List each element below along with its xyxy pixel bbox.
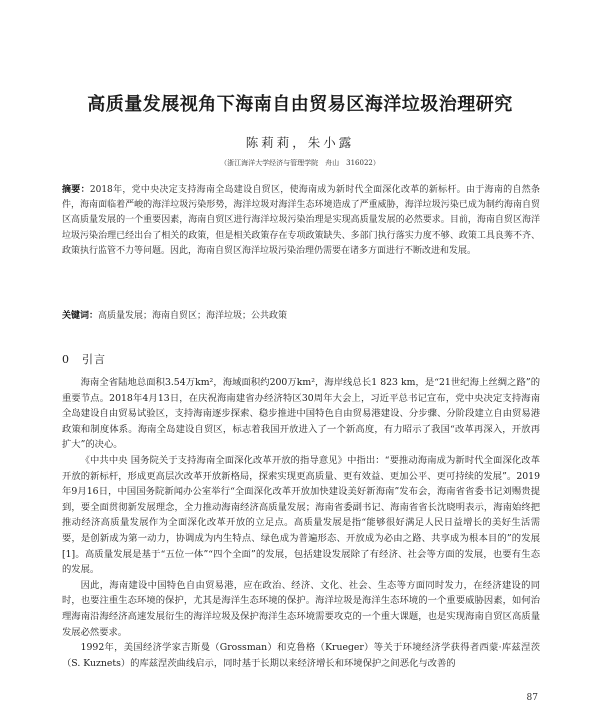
keywords	[62, 309, 540, 323]
page-number: 87	[526, 693, 538, 703]
keywords-label: 关键词：	[62, 311, 99, 321]
section-heading-introduction: 0 引言	[62, 353, 106, 366]
abstract-label: 摘要：	[62, 185, 90, 195]
body-paragraph: 海南全省陆地总面积3.54万km²，海域面积约200万km²，海岸线总长1 823 km，是“21世纪海上丝绸之路”的重要节点。2018年4月13日，在庆祝海南建省办经济特区30周年大会上，习近平总书记宣布，党中央决定支持海南全岛建设自由贸易试验区，支持海南逐步探索、稳步推进中国特色自由贸易港建设、分步骤、分阶段建立自由贸易港政策和制度体系。海南全岛建设自贸区，标志着我国开放进入了一个新高度，有力昭示了我国“改革再深入，开放再扩大”的决心。	[62, 377, 540, 451]
abstract-text: 2018年，党中央决定支持海南全岛建设自贸区，使海南成为新时代全面深化改革的新标杆。由于海南的自然条件，海南面临着严峻的海洋垃圾污染形势，海洋垃圾对海洋生态环境造成了严重威胁，海洋垃圾污染已成为制约海南自贸区高质量发展的一个重要因素，海南自贸区进行海洋垃圾污染治理是实现高质量发展的必然要求。目前，海南自贸区海洋垃圾污染治理已经出台了相关的政策，但是相关政策存在专项政策缺失、多部门执行落实力度不够、政策工具良莠不齐、政策执行监管不力等问题。因此，海南自贸区海洋垃圾污染治理仍需要在诸多方面进行不断改进和发展。	[62, 185, 540, 256]
paper-authors: 陈莉莉，朱小露	[245, 135, 355, 150]
paper-title: 高质量发展视角下海南自由贸易区海洋垃圾治理研究	[87, 94, 513, 115]
body-paragraph: 《中共中央 国务院关于支持海南全面深化改革开放的指导意见》中指出：“要推动海南成为新时代全面深化改革开放的新标杆，形成更高层次改革开放新格局，探索实现更高质量、更有效益、更加公平、更可持续的发展”。2019年9月16日，中国国务院新闻办公室举行“全面深化改革开放加快建设美好新海南”发布会，海南省省委书记刘赐贵提到，要全面贯彻新发展理念，全力推动海南经济高质量发展；海南省委副书记、海南省省长沈晓明表示，海南始终把推动经济高质量发展作为全面深化改革开放的立足点。高质量发展是指“能够很好满足人民日益增长的美好生活需要，是创新成为第一动力，协调成为内生特点、绿色成为普遍形态、开放成为必由之路、共享成为根本目的”的发展[1]。高质量发展是基于“五位一体”“四个全面”的发展，包括建设发展除了有经济、社会等方面的发展，也要有生态的发展。	[62, 454, 540, 576]
abstract	[62, 183, 540, 295]
author-affiliation: （浙江海洋大学经济与管理学院 舟山 316022）	[220, 159, 380, 167]
keywords-text: 高质量发展；海南自贸区；海洋垃圾；公共政策	[98, 311, 288, 321]
body-paragraph: 因此，海南建设中国特色自由贸易港，应在政治、经济、文化、社会、生态等方面同时发力，在经济建设的同时，也要注重生态环境的保护，尤其是海洋生态环境的保护。海洋垃圾是海洋生态环境的一个重要威胁因素，如何治理海南沿海经济高速发展衍生的海洋垃圾及保护海洋生态环境需要攻克的一个重大课题，也是实现海南自贸区高质量发展必然要求。	[62, 579, 540, 638]
body-text	[62, 375, 540, 693]
body-paragraph: 1992年，美国经济学家吉斯曼（Grossman）和克鲁格（Krueger）等关于环境经济学获得者西蒙·库兹涅茨（S. Kuznets）的库兹涅茨曲线启示，同时基于长期以来经济增长和环境保护之间恶化与改善的	[62, 642, 540, 669]
